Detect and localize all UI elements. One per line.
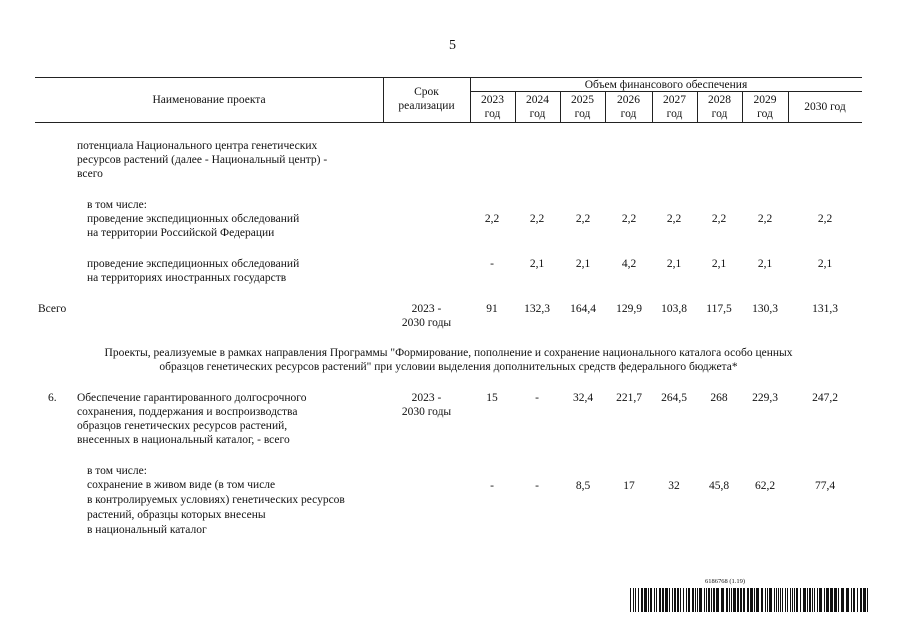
total-term-line1: 2023 - (411, 303, 442, 315)
total-val-2027: 103,8 (661, 303, 687, 315)
total-term-line2: 2030 годы (401, 317, 452, 329)
row1-line3: всего (77, 168, 103, 180)
row7-line5: в национальный каталог (87, 524, 207, 536)
header-year-2030: 2030 год (804, 101, 846, 113)
row3-line1: проведение экспедиционных обследований (87, 258, 300, 270)
header-finance-col: Объем финансового обеспечения (584, 79, 748, 91)
total-val-2026: 129,9 (616, 303, 642, 315)
row2-line3: на территории Российской Федерации (87, 227, 275, 239)
row7-val-2027: 32 (668, 480, 680, 492)
header-year-2024: 2024 (526, 94, 549, 106)
barcode-label: 6186768 (1.19) (705, 578, 746, 585)
row3-val-2029: 2,1 (757, 258, 773, 270)
header-year-unit: год (620, 108, 637, 120)
header-term-line1: Срок (414, 86, 439, 98)
row6-val-2024: - (535, 392, 539, 404)
row7-val-2026: 17 (623, 480, 635, 492)
header-year-unit: год (757, 108, 773, 120)
row3-line2: на территориях иностранных государств (87, 272, 287, 284)
row2-val-2027: 2,2 (666, 213, 682, 225)
row3-val-2025: 2,1 (575, 258, 591, 270)
row7-val-2030: 77,4 (814, 480, 836, 492)
row3-val-2026: 4,2 (621, 258, 637, 270)
barcode-icon (630, 588, 868, 612)
row3-val-2028: 2,1 (711, 258, 727, 270)
header-year-2029: 2029 (753, 94, 777, 106)
total-val-2025: 164,4 (570, 303, 596, 315)
header-year-unit: год (529, 108, 546, 120)
row7-val-2025: 8,5 (575, 480, 591, 492)
row6-val-2026: 221,7 (616, 392, 642, 404)
row6-number: 6. (48, 392, 57, 404)
row3-val-2024: 2,1 (529, 258, 545, 270)
row3-val-2023: - (490, 258, 494, 270)
section-heading-line2: образцов генетических ресурсов растений" при условии выделения дополнительных средств федерального бюджета* (159, 361, 738, 373)
header-term-line2: реализации (398, 100, 455, 112)
row6-line4: внесенных в национальный каталог, - всего (77, 434, 290, 446)
row7-val-2029: 62,2 (754, 480, 776, 492)
row7-line4: растений, образцы которых внесены (87, 509, 266, 521)
total-val-2023: 91 (486, 303, 498, 315)
header-year-2026: 2026 (617, 94, 640, 106)
header-year-unit: год (484, 108, 501, 120)
row3-val-2030: 2,1 (817, 258, 833, 270)
row6-val-2025: 32,4 (572, 392, 594, 404)
total-val-2028: 117,5 (706, 303, 732, 315)
row7-line1: в том числе: (87, 465, 147, 477)
row6-val-2030: 247,2 (812, 392, 838, 404)
row6-val-2027: 264,5 (661, 392, 687, 404)
row2-val-2025: 2,2 (575, 213, 591, 225)
header-name-col: Наименование проекта (152, 94, 266, 106)
row2-line1: в том числе: (87, 199, 147, 211)
row6-term-line1: 2023 - (411, 392, 442, 404)
total-val-2024: 132,3 (524, 303, 550, 315)
section-heading-line1: Проекты, реализуемые в рамках направления Программы "Формирование, пополнение и сохранение национального каталога особо ценных (104, 347, 793, 359)
header-bottom-border (35, 122, 862, 123)
row2-line2: проведение экспедиционных обследований (87, 213, 300, 225)
header-year-unit: год (711, 108, 728, 120)
header-year-unit: год (574, 108, 591, 120)
header-year-2025: 2025 (571, 94, 594, 106)
row6-term-line2: 2030 годы (401, 406, 452, 418)
row2-val-2028: 2,2 (711, 213, 727, 225)
row7-line3: в контролируемых условиях) генетических ресурсов (87, 494, 345, 506)
page-number: 5 (449, 38, 456, 53)
row1-line1: потенциала Национального центра генетических (77, 140, 318, 152)
row6-line3: образцов генетических ресурсов растений, (77, 420, 288, 432)
row7-val-2028: 45,8 (708, 480, 730, 492)
row6-val-2023: 15 (486, 392, 498, 404)
row7-line2: сохранение в живом виде (в том числе (87, 479, 276, 491)
row2-val-2030: 2,2 (817, 213, 833, 225)
row3-val-2027: 2,1 (666, 258, 682, 270)
row1-line2: ресурсов растений (далее - Национальный центр) - (77, 154, 328, 166)
row7-val-2024: - (535, 480, 539, 492)
header-year-2027: 2027 (663, 94, 686, 106)
total-label: Всего (38, 303, 67, 315)
row2-val-2029: 2,2 (757, 213, 773, 225)
row2-val-2024: 2,2 (529, 213, 545, 225)
row7-val-2023: - (490, 480, 494, 492)
row6-val-2029: 229,3 (752, 392, 778, 404)
header-year-2028: 2028 (708, 94, 731, 106)
row2-val-2023: 2,2 (484, 213, 500, 225)
row6-line2: сохранения, поддержания и воспроизводства (77, 406, 298, 418)
total-val-2029: 130,3 (752, 303, 778, 315)
row6-line1: Обеспечение гарантированного долгосрочного (77, 392, 307, 404)
header-year-unit: год (666, 108, 683, 120)
total-val-2030: 131,3 (812, 303, 838, 315)
row6-val-2028: 268 (710, 392, 728, 404)
row2-val-2026: 2,2 (621, 213, 637, 225)
header-year-2023: 2023 (481, 94, 504, 106)
